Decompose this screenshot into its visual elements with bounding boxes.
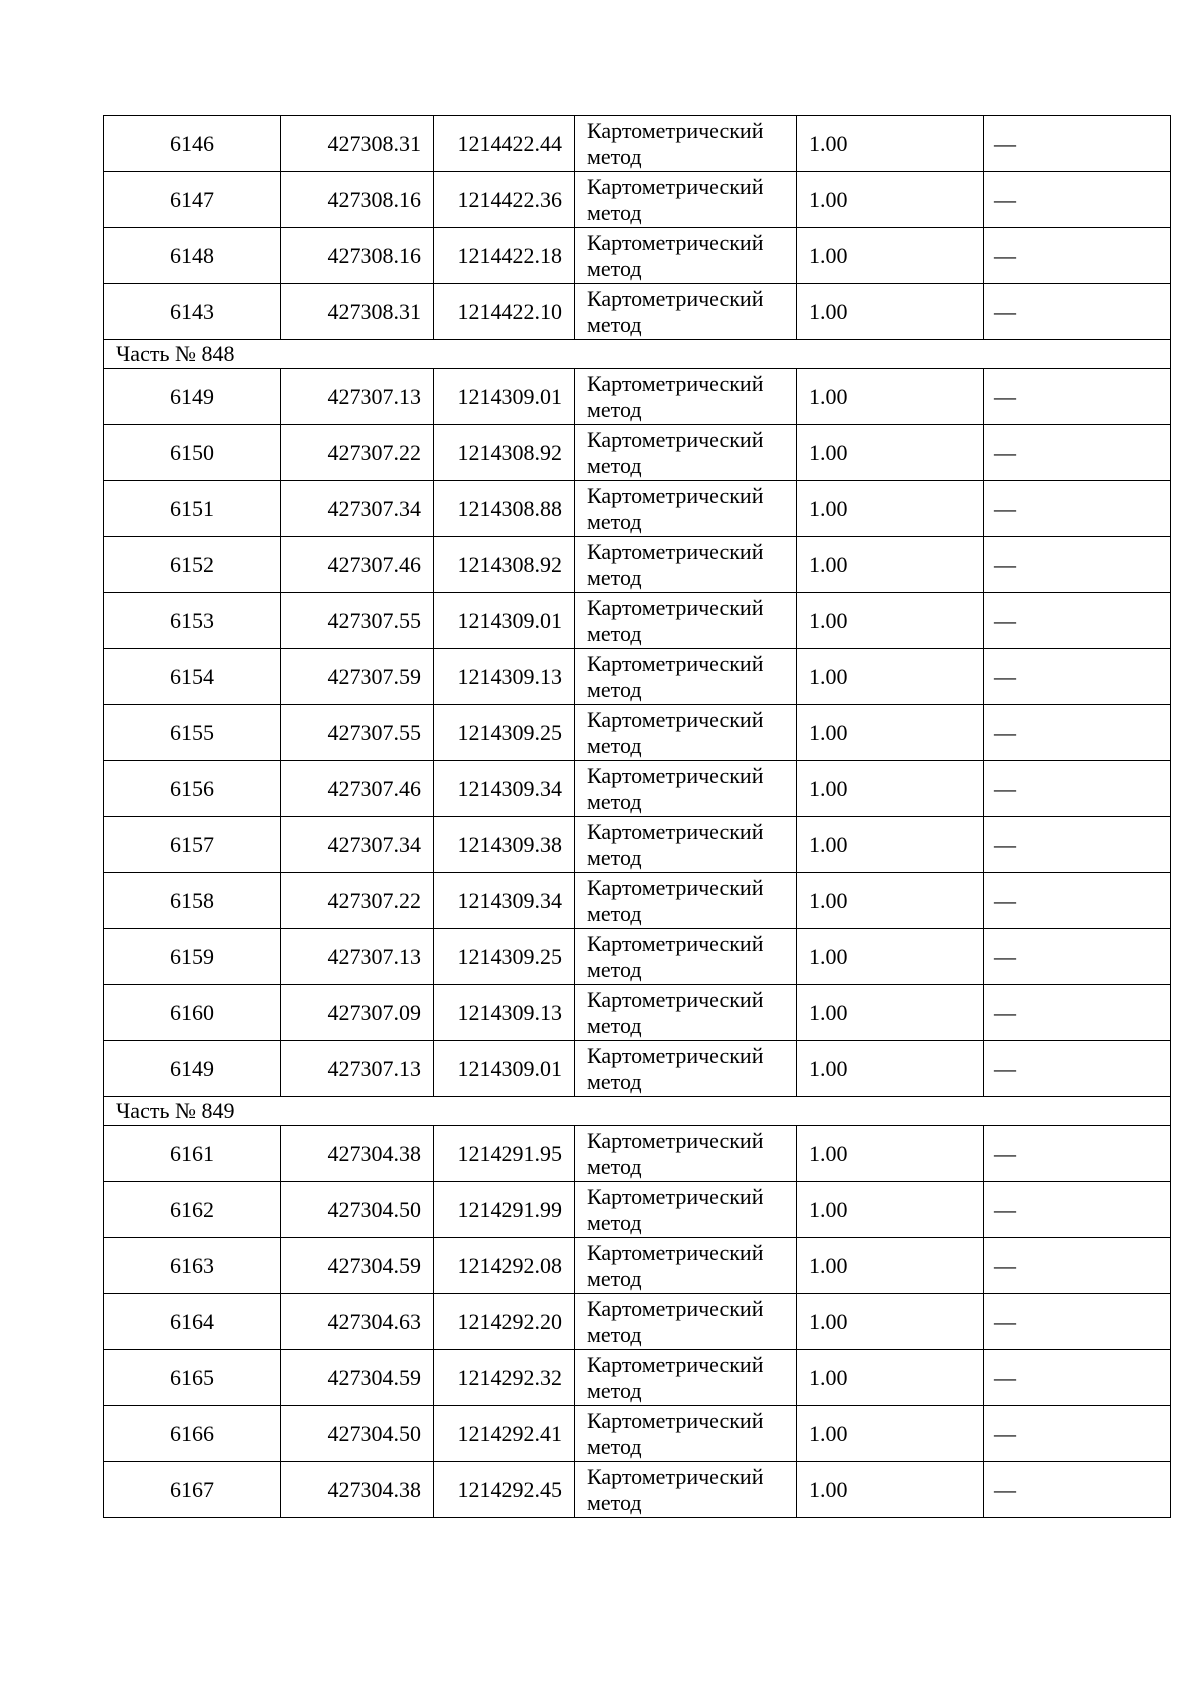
y-coordinate-cell: 1214309.34	[434, 761, 575, 817]
note-dash: —	[994, 439, 1016, 465]
note-cell	[984, 1294, 1171, 1350]
method-line-1: Картометрический	[587, 706, 764, 732]
table-row	[104, 1182, 1171, 1238]
y-coordinate-cell: 1214308.88	[434, 481, 575, 537]
table-row	[104, 228, 1171, 284]
method-line-2: метод	[587, 1377, 642, 1403]
note-dash: —	[994, 607, 1016, 633]
method-line-1: Картометрический	[587, 173, 764, 199]
x-coordinate-cell: 427304.63	[281, 1294, 434, 1350]
method-line-2: метод	[587, 564, 642, 590]
method-line-2: метод	[587, 844, 642, 870]
table-row	[104, 481, 1171, 537]
note-dash: —	[994, 887, 1016, 913]
accuracy-cell: 1.00	[797, 1182, 984, 1238]
y-coordinate-cell: 1214309.25	[434, 929, 575, 985]
accuracy-cell: 1.00	[797, 985, 984, 1041]
note-cell	[984, 1350, 1171, 1406]
point-number-cell: 6158	[104, 873, 281, 929]
accuracy-cell: 1.00	[797, 1126, 984, 1182]
point-number-cell: 6155	[104, 705, 281, 761]
note-cell	[984, 172, 1171, 228]
note-cell	[984, 1041, 1171, 1097]
method-line-1: Картометрический	[587, 370, 764, 396]
method-cell	[575, 537, 797, 593]
note-cell	[984, 761, 1171, 817]
accuracy-cell: 1.00	[797, 172, 984, 228]
x-coordinate-cell: 427304.38	[281, 1126, 434, 1182]
method-cell	[575, 1406, 797, 1462]
point-number-cell: 6146	[104, 116, 281, 172]
note-cell	[984, 537, 1171, 593]
table-row	[104, 1126, 1171, 1182]
method-cell	[575, 1182, 797, 1238]
method-line-2: метод	[587, 1321, 642, 1347]
note-dash: —	[994, 1196, 1016, 1222]
table-row	[104, 593, 1171, 649]
method-line-1: Картометрический	[587, 818, 764, 844]
accuracy-cell: 1.00	[797, 116, 984, 172]
note-dash: —	[994, 1476, 1016, 1502]
method-cell	[575, 228, 797, 284]
y-coordinate-cell: 1214291.95	[434, 1126, 575, 1182]
point-number-cell: 6149	[104, 369, 281, 425]
point-number-cell: 6157	[104, 817, 281, 873]
accuracy-cell: 1.00	[797, 817, 984, 873]
method-line-1: Картометрический	[587, 930, 764, 956]
coordinates-table	[103, 115, 1171, 1518]
point-number-cell: 6165	[104, 1350, 281, 1406]
method-cell	[575, 929, 797, 985]
point-number-cell: 6152	[104, 537, 281, 593]
table-row	[104, 705, 1171, 761]
x-coordinate-cell: 427307.46	[281, 537, 434, 593]
method-line-1: Картометрический	[587, 1351, 764, 1377]
y-coordinate-cell: 1214292.41	[434, 1406, 575, 1462]
x-coordinate-cell: 427304.59	[281, 1350, 434, 1406]
accuracy-cell: 1.00	[797, 1406, 984, 1462]
method-line-2: метод	[587, 620, 642, 646]
note-dash: —	[994, 1252, 1016, 1278]
note-cell	[984, 1182, 1171, 1238]
note-cell	[984, 705, 1171, 761]
y-coordinate-cell: 1214309.13	[434, 985, 575, 1041]
note-cell	[984, 116, 1171, 172]
table-row	[104, 1238, 1171, 1294]
method-line-2: метод	[587, 1265, 642, 1291]
accuracy-cell: 1.00	[797, 1462, 984, 1518]
method-cell	[575, 425, 797, 481]
note-cell	[984, 1126, 1171, 1182]
method-line-2: метод	[587, 255, 642, 281]
accuracy-cell: 1.00	[797, 481, 984, 537]
method-line-1: Картометрический	[587, 762, 764, 788]
accuracy-cell: 1.00	[797, 425, 984, 481]
x-coordinate-cell: 427307.46	[281, 761, 434, 817]
method-cell	[575, 593, 797, 649]
table-row	[104, 985, 1171, 1041]
method-cell	[575, 172, 797, 228]
y-coordinate-cell: 1214309.38	[434, 817, 575, 873]
note-cell	[984, 873, 1171, 929]
y-coordinate-cell: 1214422.10	[434, 284, 575, 340]
method-line-1: Картометрический	[587, 1042, 764, 1068]
method-line-2: метод	[587, 900, 642, 926]
point-number-cell: 6167	[104, 1462, 281, 1518]
table-row	[104, 1294, 1171, 1350]
accuracy-cell: 1.00	[797, 1294, 984, 1350]
method-line-2: метод	[587, 732, 642, 758]
method-line-2: метод	[587, 1068, 642, 1094]
point-number-cell: 6162	[104, 1182, 281, 1238]
note-dash: —	[994, 242, 1016, 268]
method-line-1: Картометрический	[587, 117, 764, 143]
note-cell	[984, 284, 1171, 340]
method-line-2: метод	[587, 199, 642, 225]
point-number-cell: 6156	[104, 761, 281, 817]
accuracy-cell: 1.00	[797, 649, 984, 705]
x-coordinate-cell: 427307.55	[281, 593, 434, 649]
x-coordinate-cell: 427307.22	[281, 873, 434, 929]
point-number-cell: 6163	[104, 1238, 281, 1294]
note-cell	[984, 593, 1171, 649]
point-number-cell: 6154	[104, 649, 281, 705]
method-line-2: метод	[587, 676, 642, 702]
table-row	[104, 761, 1171, 817]
method-line-2: метод	[587, 956, 642, 982]
note-dash: —	[994, 775, 1016, 801]
point-number-cell: 6148	[104, 228, 281, 284]
point-number-cell: 6147	[104, 172, 281, 228]
method-line-2: метод	[587, 311, 642, 337]
table-row	[104, 1041, 1171, 1097]
table-row	[104, 284, 1171, 340]
method-line-1: Картометрический	[587, 1407, 764, 1433]
note-cell	[984, 1462, 1171, 1518]
note-dash: —	[994, 1308, 1016, 1334]
y-coordinate-cell: 1214309.13	[434, 649, 575, 705]
method-line-2: метод	[587, 1012, 642, 1038]
method-line-2: метод	[587, 1209, 642, 1235]
x-coordinate-cell: 427307.13	[281, 929, 434, 985]
point-number-cell: 6164	[104, 1294, 281, 1350]
method-line-2: метод	[587, 143, 642, 169]
method-line-1: Картометрический	[587, 426, 764, 452]
note-dash: —	[994, 130, 1016, 156]
method-cell	[575, 1238, 797, 1294]
method-cell	[575, 1041, 797, 1097]
point-number-cell: 6153	[104, 593, 281, 649]
note-dash: —	[994, 1364, 1016, 1390]
y-coordinate-cell: 1214422.36	[434, 172, 575, 228]
accuracy-cell: 1.00	[797, 1350, 984, 1406]
accuracy-cell: 1.00	[797, 284, 984, 340]
method-line-2: метод	[587, 1489, 642, 1515]
note-dash: —	[994, 1055, 1016, 1081]
note-dash: —	[994, 719, 1016, 745]
y-coordinate-cell: 1214309.25	[434, 705, 575, 761]
section-header-row	[104, 340, 1171, 369]
y-coordinate-cell: 1214309.01	[434, 1041, 575, 1097]
x-coordinate-cell: 427307.13	[281, 369, 434, 425]
method-line-1: Картометрический	[587, 1127, 764, 1153]
note-dash: —	[994, 943, 1016, 969]
method-line-1: Картометрический	[587, 229, 764, 255]
accuracy-cell: 1.00	[797, 873, 984, 929]
note-dash: —	[994, 663, 1016, 689]
note-cell	[984, 425, 1171, 481]
method-cell	[575, 481, 797, 537]
note-cell	[984, 649, 1171, 705]
method-line-1: Картометрический	[587, 874, 764, 900]
method-line-1: Картометрический	[587, 986, 764, 1012]
method-cell	[575, 649, 797, 705]
table-row	[104, 817, 1171, 873]
x-coordinate-cell: 427308.16	[281, 228, 434, 284]
accuracy-cell: 1.00	[797, 761, 984, 817]
method-line-1: Картометрический	[587, 1239, 764, 1265]
method-line-1: Картометрический	[587, 538, 764, 564]
note-cell	[984, 929, 1171, 985]
method-line-1: Картометрический	[587, 1463, 764, 1489]
x-coordinate-cell: 427307.34	[281, 817, 434, 873]
y-coordinate-cell: 1214309.34	[434, 873, 575, 929]
section-header-row	[104, 1097, 1171, 1126]
note-dash: —	[994, 831, 1016, 857]
method-line-2: метод	[587, 452, 642, 478]
table-row	[104, 929, 1171, 985]
method-line-2: метод	[587, 508, 642, 534]
method-line-2: метод	[587, 788, 642, 814]
accuracy-cell: 1.00	[797, 537, 984, 593]
y-coordinate-cell: 1214292.20	[434, 1294, 575, 1350]
coordinates-table-body	[104, 116, 1171, 1518]
table-row	[104, 172, 1171, 228]
point-number-cell: 6150	[104, 425, 281, 481]
method-line-2: метод	[587, 396, 642, 422]
accuracy-cell: 1.00	[797, 593, 984, 649]
method-cell	[575, 873, 797, 929]
y-coordinate-cell: 1214292.08	[434, 1238, 575, 1294]
x-coordinate-cell: 427307.59	[281, 649, 434, 705]
table-row	[104, 116, 1171, 172]
method-line-1: Картометрический	[587, 285, 764, 311]
point-number-cell: 6166	[104, 1406, 281, 1462]
x-coordinate-cell: 427307.09	[281, 985, 434, 1041]
y-coordinate-cell: 1214309.01	[434, 593, 575, 649]
method-cell	[575, 985, 797, 1041]
x-coordinate-cell: 427307.34	[281, 481, 434, 537]
table-row	[104, 537, 1171, 593]
table-row	[104, 425, 1171, 481]
x-coordinate-cell: 427307.13	[281, 1041, 434, 1097]
note-dash: —	[994, 551, 1016, 577]
x-coordinate-cell: 427308.31	[281, 284, 434, 340]
method-line-2: метод	[587, 1153, 642, 1179]
point-number-cell: 6149	[104, 1041, 281, 1097]
point-number-cell: 6151	[104, 481, 281, 537]
method-cell	[575, 284, 797, 340]
note-dash: —	[994, 298, 1016, 324]
point-number-cell: 6160	[104, 985, 281, 1041]
y-coordinate-cell: 1214292.32	[434, 1350, 575, 1406]
section-title: Часть № 848	[104, 340, 1171, 369]
method-cell	[575, 817, 797, 873]
note-dash: —	[994, 495, 1016, 521]
table-row	[104, 1462, 1171, 1518]
note-dash: —	[994, 1420, 1016, 1446]
x-coordinate-cell: 427304.50	[281, 1182, 434, 1238]
note-cell	[984, 1238, 1171, 1294]
note-dash: —	[994, 1140, 1016, 1166]
x-coordinate-cell: 427308.31	[281, 116, 434, 172]
table-row	[104, 873, 1171, 929]
method-line-1: Картометрический	[587, 482, 764, 508]
method-cell	[575, 116, 797, 172]
accuracy-cell: 1.00	[797, 929, 984, 985]
method-cell	[575, 1294, 797, 1350]
method-line-1: Картометрический	[587, 1183, 764, 1209]
point-number-cell: 6143	[104, 284, 281, 340]
x-coordinate-cell: 427304.38	[281, 1462, 434, 1518]
accuracy-cell: 1.00	[797, 1041, 984, 1097]
note-dash: —	[994, 186, 1016, 212]
x-coordinate-cell: 427307.55	[281, 705, 434, 761]
accuracy-cell: 1.00	[797, 705, 984, 761]
section-title: Часть № 849	[104, 1097, 1171, 1126]
note-cell	[984, 228, 1171, 284]
note-dash: —	[994, 999, 1016, 1025]
accuracy-cell: 1.00	[797, 228, 984, 284]
table-row	[104, 1406, 1171, 1462]
note-cell	[984, 369, 1171, 425]
method-line-1: Картометрический	[587, 1295, 764, 1321]
point-number-cell: 6161	[104, 1126, 281, 1182]
note-cell	[984, 985, 1171, 1041]
x-coordinate-cell: 427307.22	[281, 425, 434, 481]
table-row	[104, 369, 1171, 425]
method-cell	[575, 705, 797, 761]
y-coordinate-cell: 1214292.45	[434, 1462, 575, 1518]
y-coordinate-cell: 1214422.18	[434, 228, 575, 284]
accuracy-cell: 1.00	[797, 1238, 984, 1294]
method-cell	[575, 761, 797, 817]
y-coordinate-cell: 1214308.92	[434, 425, 575, 481]
accuracy-cell: 1.00	[797, 369, 984, 425]
method-cell	[575, 1462, 797, 1518]
y-coordinate-cell: 1214309.01	[434, 369, 575, 425]
point-number-cell: 6159	[104, 929, 281, 985]
y-coordinate-cell: 1214291.99	[434, 1182, 575, 1238]
method-cell	[575, 1350, 797, 1406]
method-line-2: метод	[587, 1433, 642, 1459]
note-cell	[984, 481, 1171, 537]
method-cell	[575, 369, 797, 425]
method-line-1: Картометрический	[587, 650, 764, 676]
method-cell	[575, 1126, 797, 1182]
x-coordinate-cell: 427304.59	[281, 1238, 434, 1294]
table-row	[104, 1350, 1171, 1406]
x-coordinate-cell: 427304.50	[281, 1406, 434, 1462]
table-row	[104, 649, 1171, 705]
y-coordinate-cell: 1214308.92	[434, 537, 575, 593]
note-cell	[984, 1406, 1171, 1462]
y-coordinate-cell: 1214422.44	[434, 116, 575, 172]
note-cell	[984, 817, 1171, 873]
note-dash: —	[994, 383, 1016, 409]
x-coordinate-cell: 427308.16	[281, 172, 434, 228]
method-line-1: Картометрический	[587, 594, 764, 620]
